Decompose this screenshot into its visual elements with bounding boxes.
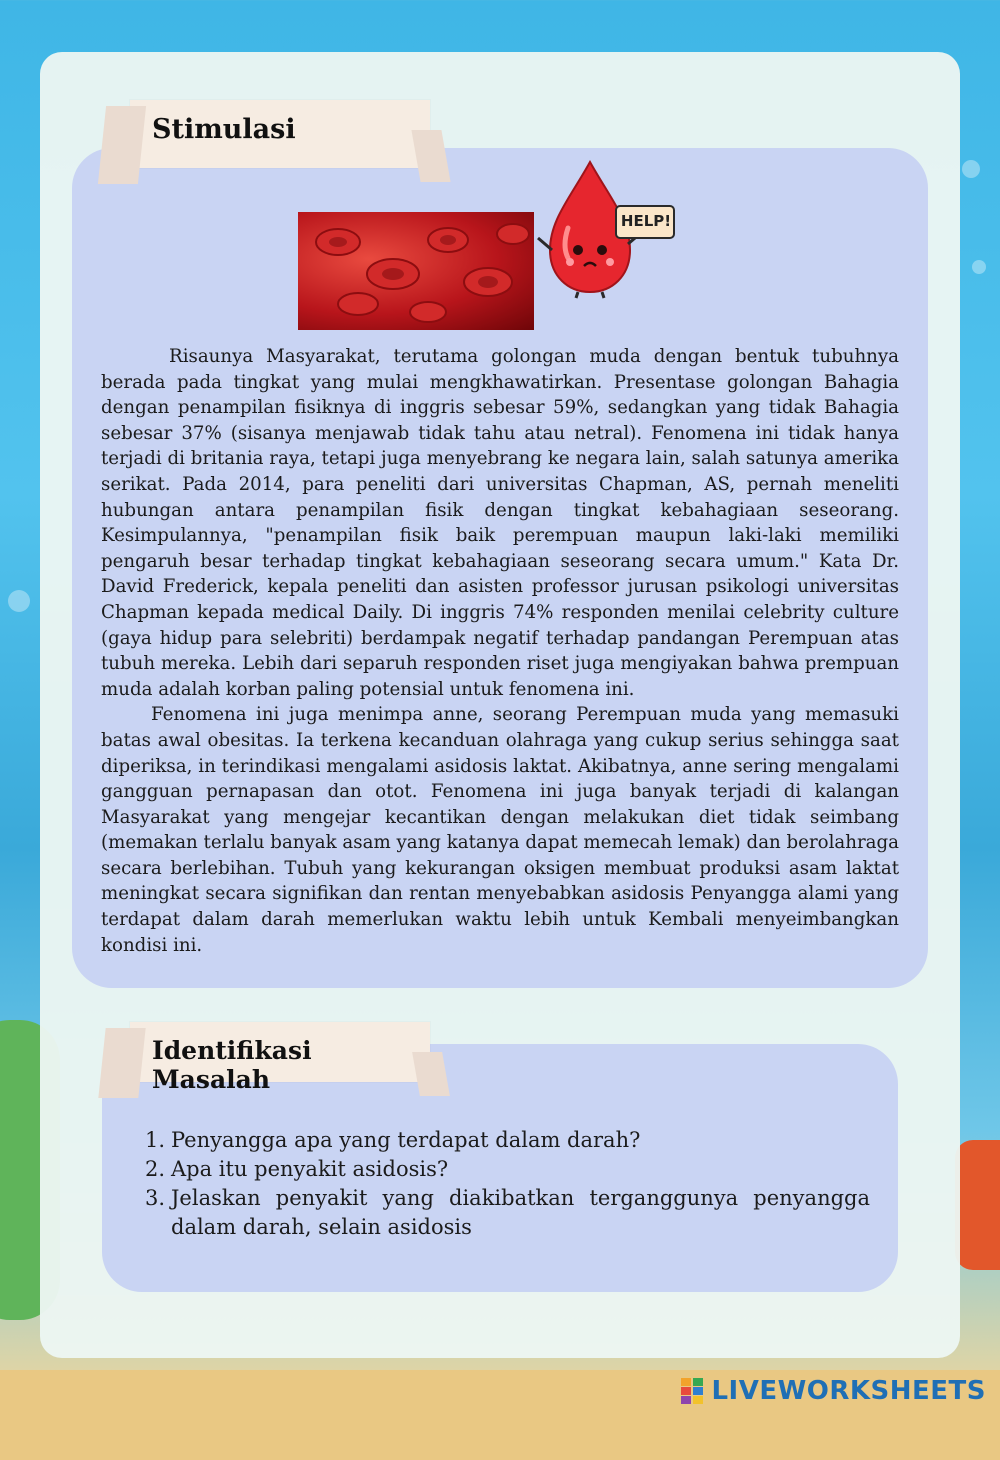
section-title: Identifikasi Masalah bbox=[152, 1036, 312, 1094]
list-item bbox=[145, 1126, 870, 1155]
list-item bbox=[145, 1155, 870, 1184]
brand-text: LIVEWORKSHEETS bbox=[711, 1376, 986, 1406]
section-title: Stimulasi bbox=[152, 114, 296, 145]
list-item bbox=[145, 1184, 870, 1242]
stimulasi-label bbox=[130, 100, 430, 168]
blood-drop-mascot-icon bbox=[530, 158, 680, 303]
liveworksheets-logo[interactable] bbox=[681, 1376, 986, 1406]
help-sign-text: HELP! bbox=[620, 212, 672, 230]
bubble-decoration bbox=[8, 590, 30, 612]
list-number: 2. bbox=[145, 1157, 166, 1181]
list-number: 1. bbox=[145, 1128, 166, 1152]
bubble-decoration bbox=[972, 260, 986, 274]
list-text: Apa itu penyakit asidosis? bbox=[171, 1157, 449, 1181]
problem-list bbox=[145, 1126, 870, 1242]
list-text: Jelaskan penyakit yang diakibatkan terganggunya penyangga dalam darah, selain asidosis bbox=[171, 1186, 870, 1239]
list-number: 3. bbox=[145, 1186, 166, 1210]
stimulasi-paragraph-1: Risaunya Masyarakat, terutama golongan muda dengan bentuk tubuhnya berada pada tingkat yang mulai mengkhawatirkan. Presentase golongan Bahagia dengan penampilan fisiknya di inggris sebesar 59%, sedangkan yang tidak Bahagia sebesar 37% (sisanya menjawab tidak tahu atau netral). Fenomena ini tidak hanya terjadi di britania raya, tetapi juga menyebrang ke negara lain, salah satunya amerika serikat. Pada 2014, para peneliti dari universitas Chapman, AS, pernah meneliti hubungan antara penampilan fisik dengan tingkat kebahagiaan seseorang. Kesimpulannya, "penampilan fisik baik perempuan maupun laki-laki memiliki pengaruh besar terhadap tingkat kebahagiaan seseorang secara umum." Kata Dr. David Frederick, kepala peneliti dan asisten professor jurusan psikologi universitas Chapman kepada medical Daily. Di inggris 74% responden menilai celebrity culture (gaya hidup para selebriti) berdampak negatif terhadap pandangan Perempuan atas tubuh mereka. Lebih dari separuh responden riset juga mengiyakan bahwa prempuan muda adalah korban paling potensial untuk fenomena ini. bbox=[101, 346, 899, 700]
blood-cells-image bbox=[298, 212, 534, 330]
liveworksheets-logo-icon bbox=[681, 1378, 705, 1404]
list-text: Penyangga apa yang terdapat dalam darah? bbox=[171, 1128, 641, 1152]
coral-decoration bbox=[955, 1140, 1000, 1270]
stimulasi-paragraph-2: Fenomena ini juga menimpa anne, seorang Perempuan muda yang memasuki batas awal obesitas. Ia terkena kecanduan olahraga yang cukup serius sehingga saat diperiksa, in terindikasi mengalami asidosis laktat. Akibatnya, anne sering mengalami gangguan pernapasan dan otot. Fenomena ini juga banyak terjadi di kalangan Masyarakat yang mengejar kecantikan dengan melakukan diet tidak seimbang (memakan terlalu banyak asam yang katanya dapat memecah lemak) dan berolahraga secara berlebihan. Tubuh yang kekurangan oksigen membuat produksi asam laktat meningkat secara signifikan dan rentan menyebabkan asidosis Penyangga alami yang terdapat dalam darah memerlukan waktu lebih untuk Kembali menyeimbangkan kondisi ini. bbox=[101, 704, 899, 956]
identifikasi-label bbox=[130, 1022, 430, 1094]
bubble-decoration bbox=[962, 160, 980, 178]
stimulasi-text bbox=[101, 344, 899, 958]
